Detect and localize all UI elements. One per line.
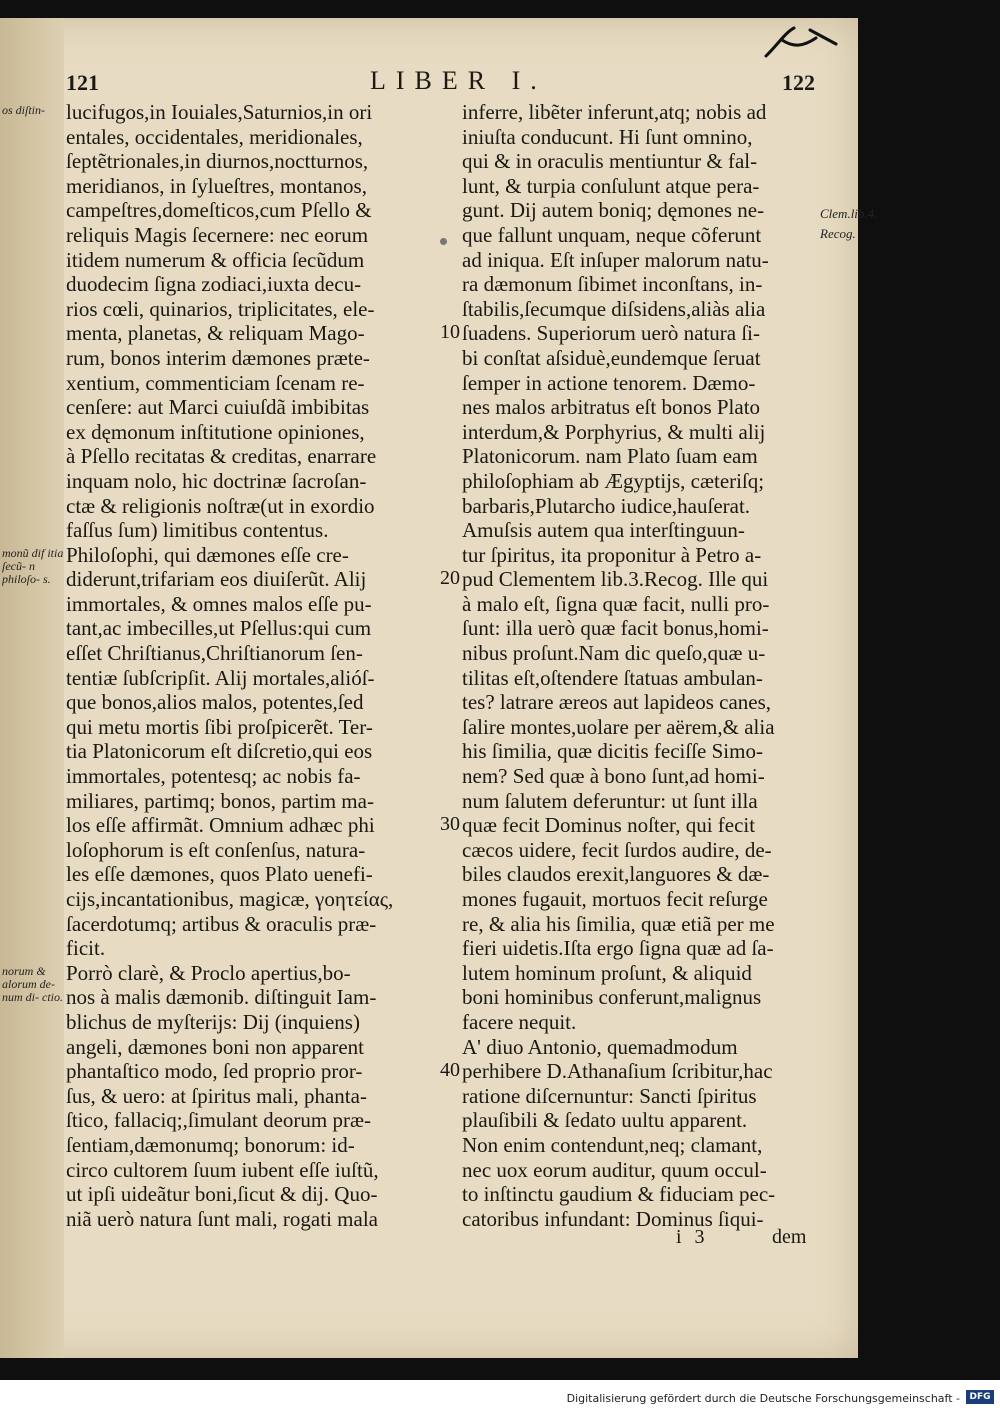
text-line: mones fugauit, mortuos fecit reſurge [462, 887, 768, 911]
text-line: loſophorum is eſt conſenſus, natura- [66, 837, 366, 862]
text-line: ctæ & religionis noſtræ(ut in exordio [66, 493, 375, 518]
text-line: faſſus ſum) limitibus contentus. [66, 518, 329, 543]
text-line: his ſimilia, quæ dicitis feciſſe Simo- [462, 739, 763, 764]
text-line: to inſtinctu gaudium & fiduciam pec- [462, 1182, 776, 1207]
text-line: à Pſello recitatas & creditas, enarrare [66, 444, 377, 469]
text-line: ratione diſcernuntur: Sancti ſpiritus [462, 1083, 757, 1108]
text-line: Porrò clarè, & Proclo apertius,bo- [66, 960, 351, 985]
running-title: LIBER I. [370, 66, 547, 95]
margin-note: os diſtin- [2, 104, 46, 117]
text-line: que bonos,alios malos, potentes,ſed [66, 690, 364, 715]
text-line: immortales, & omnes malos eſſe pu- [66, 591, 372, 616]
right-column [462, 100, 822, 1231]
text-line: tia Platonicorum eſt diſcretio,qui eos [66, 739, 373, 764]
text-line: rios cœli, quinarios, triplicitates, ele- [66, 296, 375, 321]
text-line: nibus proſunt.Nam dic queſo,quæ u- [462, 641, 766, 666]
text-line: pud Clementem lib.3.Recog. Ille qui [462, 567, 769, 592]
text-line: tur ſpiritus, ita proponitur à Petro a- [462, 542, 762, 567]
text-line: ſunt: illa uerò quæ facit bonus,homi- [462, 616, 769, 641]
text-line: les eſſe dæmones, quos Plato uenefi- [66, 862, 373, 887]
text-line: nes malos arbitratus eſt bonos Plato [462, 395, 761, 420]
text-line: ſuadens. Superiorum uerò natura ſi- [462, 321, 760, 346]
text-line: cæcos uidere, fecit ſurdos audire, de- [462, 837, 772, 862]
text-line: phantaſtico modo, ſed proprio pror- [66, 1059, 363, 1084]
text-line: boni hominibus conferunt,malignus [462, 985, 762, 1010]
text-line: ut ipſi uideãtur boni,ſicut & dij. Quo- [66, 1182, 378, 1207]
text-line: barbaris,Plutarcho iudice,hauſerat. [462, 493, 751, 518]
line-number: 30 [440, 813, 460, 836]
text-line: menta, planetas, & reliquam Mago- [66, 321, 365, 346]
catchword: dem [772, 1226, 807, 1248]
text-line: plauſibili & ſedato uultu apparent. [462, 1108, 748, 1133]
margin-note: norum & alorum de- num di- ctio. [2, 965, 63, 1004]
text-line: bi conſtat aſsiduè,eundemque ſeruat [462, 345, 761, 370]
text-line: diderunt,trifariam eos diuiſerũt. Alij [66, 567, 367, 592]
text-line: ficit. [66, 936, 106, 961]
text-line: ſus, & uero: at ſpiritus mali, phanta- [66, 1083, 367, 1108]
text-line: itidem numerum & officia ſecũdum [66, 247, 365, 272]
text-line: reliquis Magis ſecernere: nec eorum [66, 222, 369, 247]
right-margin-note: Clem.lib.4. Recog. [820, 206, 878, 241]
text-line: Philoſophi, qui dæmones eſſe cre- [66, 542, 349, 567]
text-line: tilitas eſt,oſtendere ſtatuas ambulan- [462, 665, 763, 690]
text-line: niã uerò natura ſunt mali, rogati mala [66, 1206, 378, 1231]
text-line: ſentiam,dæmonumq; bonorum: id- [66, 1132, 355, 1157]
text-line: tes? latrare æreos aut lapideos canes, [462, 690, 772, 715]
text-line: qui & in oraculis mentiuntur & fal- [462, 149, 758, 174]
text-line: num ſalutem deferuntur: ut ſunt illa [462, 788, 758, 813]
text-line: inquam nolo, hic doctrinæ ſacroſan- [66, 468, 367, 493]
handwritten-mark [760, 22, 840, 62]
page-number-right: 122 [782, 70, 815, 95]
text-line: Amuſsis autem qua interſtinguun- [462, 518, 745, 543]
text-line: re, & alia his ſimilia, quæ etiã per me [462, 911, 775, 936]
text-line: Non enim contendunt,neq; clamant, [462, 1132, 763, 1157]
text-line: inferre, libẽter inferunt,atq; nobis ad [462, 100, 767, 124]
text-line: catoribus infundant: Dominus ſiqui- [462, 1206, 764, 1231]
text-line: gunt. Dij autem boniq; dęmones ne- [462, 198, 765, 223]
text-line: tentiæ ſubſcripſit. Alij mortales,alióſ- [66, 665, 375, 690]
text-line: ra dæmonum ſibimet inconſtans, in- [462, 272, 763, 297]
line-number: 10 [440, 321, 460, 344]
ink-dot [440, 238, 447, 245]
footer [0, 1383, 1000, 1413]
text-line: duodecim ſigna zodiaci,iuxta decu- [66, 272, 362, 297]
text-line: interdum,& Porphyrius, & multi alij [462, 419, 766, 444]
text-line: qui metu mortis ſibi proſpicerẽt. Ter- [66, 714, 373, 739]
page-gutter [0, 18, 64, 1358]
text-line: perhibere D.Athanaſium ſcribitur,hac [462, 1059, 773, 1084]
text-line: campeſtres,domeſticos,cum Pſello & [66, 198, 372, 223]
text-line: lutem hominum proſunt, & aliquid [462, 960, 752, 985]
text-line: ad iniqua. Eſt inſuper malorum natu- [462, 247, 769, 272]
text-line: blichus de myſterijs: Dij (inquiens) [66, 1009, 360, 1034]
margin-note: monũ dif itia ſecũ- n philoſo- s. [2, 546, 64, 586]
text-line: entales, occidentales, meridionales, [66, 124, 363, 149]
text-line: ſtico, fallaciq;,ſimulant deorum præ- [66, 1108, 372, 1133]
text-line: meridianos, in ſylueſtres, montanos, [66, 173, 367, 198]
text-line: rum, bonos interim dæmones præte- [66, 345, 370, 370]
text-line: à malo eſt, ſigna quæ facit, nulli pro- [462, 591, 770, 616]
text-line: ſeptẽtrionales,in diurnos,noctturnos, [66, 149, 369, 174]
text-line: immortales, potentesq; ac nobis fa- [66, 764, 361, 789]
text-line: ſtabilis,ſecumque diſsidens,aliàs alia [462, 296, 766, 321]
text-line: nem? Sed quæ à bono ſunt,ad homi- [462, 764, 765, 789]
text-line: quæ fecit Dominus noſter, qui fecit [462, 813, 756, 838]
text-line: ſemper in actione tenorem. Dæmo- [462, 370, 756, 395]
text-line: Platonicorum. nam Plato ſuam eam [462, 444, 758, 469]
footer-credit: Digitalisierung gefördert durch die Deutsche Forschungsgemeinschaft - [566, 1392, 960, 1405]
text-line: cenſere: aut Marci cuiuſdã imbibitas [66, 395, 370, 420]
text-line: ex dęmonum inſtitutione opiniones, [66, 419, 365, 444]
text-line: xentium, commenticiam ſcenam re- [66, 370, 365, 395]
text-line: ſalire montes,uolare per aërem,& alia [462, 714, 775, 739]
text-line: ſacerdotumq; artibus & oraculis præ- [66, 911, 377, 936]
text-line: circo cultorem ſuum iubent eſſe iuſtũ, [66, 1157, 379, 1182]
text-line: biles claudos erexit,languores & dæ- [462, 862, 770, 887]
text-line: A' diuo Antonio, quemadmodum [462, 1034, 738, 1059]
text-line: angeli, dæmones boni non apparent [66, 1034, 365, 1059]
text-line: los eſſe affirmãt. Omnium adhæc phi [66, 813, 375, 838]
text-line: miliares, partimq; bonos, partim ma- [66, 788, 374, 813]
running-head [0, 62, 858, 102]
line-number: 20 [440, 567, 460, 590]
text-line: lucifugos,in Iouiales,Saturnios,in ori [66, 100, 373, 124]
dfg-logo: DFG [966, 1390, 994, 1404]
text-line: lunt, & turpia conſulunt atque pera- [462, 173, 760, 198]
text-line: cijs,incantationibus, magicæ, γοητείας, [66, 887, 394, 911]
text-line: philoſophiam ab Ægyptijs, cæteriſq; [462, 468, 765, 493]
text-line: fieri uidetis.Iſta ergo ſigna quæ ad ſa- [462, 936, 774, 961]
text-line: nos à malis dæmonib. diſtinguit Iam- [66, 985, 377, 1010]
signature-mark: i 3 [676, 1226, 709, 1248]
line-number: 40 [440, 1059, 460, 1082]
left-column [66, 100, 436, 1231]
text-line: que fallunt unquam, neque cõferunt [462, 222, 762, 247]
text-line: tant,ac imbecilles,ut Pſellus:qui cum [66, 616, 372, 641]
page-number-left: 121 [66, 70, 99, 95]
text-line: nec uox eorum auditur, quum occul- [462, 1157, 767, 1182]
text-line: iniuſta conducunt. Hi ſunt omnino, [462, 124, 753, 149]
text-line: facere nequit. [462, 1009, 577, 1034]
text-line: eſſet Chriſtianus,Chriſtianorum ſen- [66, 641, 363, 666]
